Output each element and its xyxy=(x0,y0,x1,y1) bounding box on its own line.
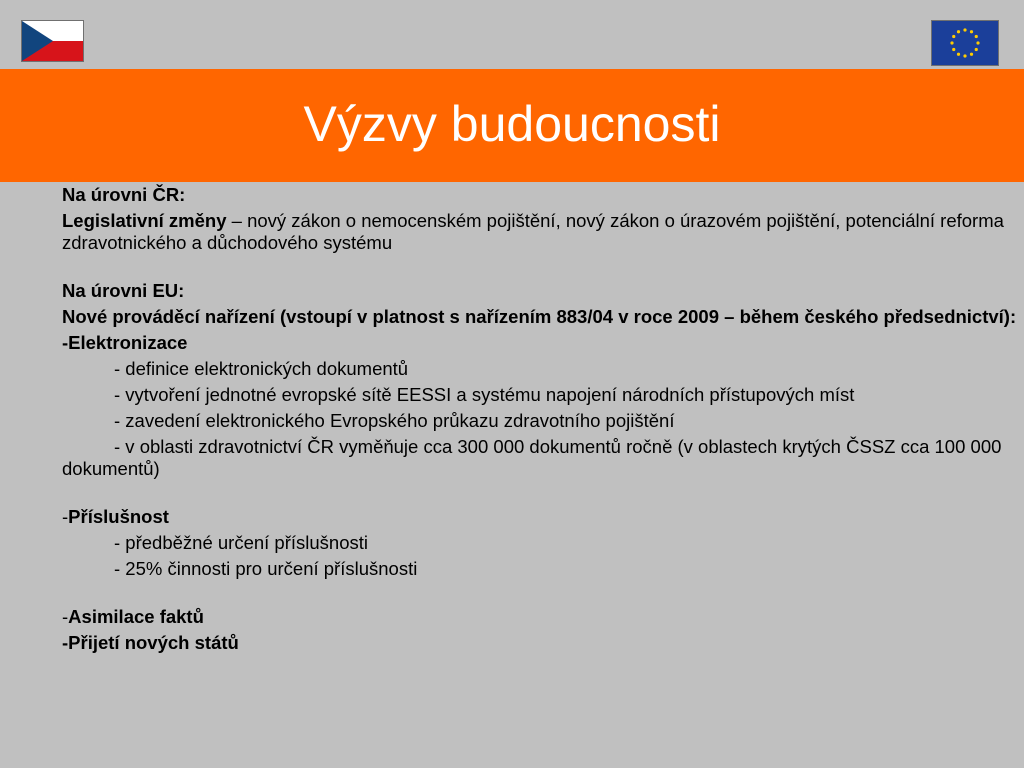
elektronizace-heading: -Elektronizace xyxy=(62,332,188,353)
eu-star-icon xyxy=(957,30,960,33)
list-item: - předběžné určení příslušnosti xyxy=(114,532,368,553)
asimilace-heading: -Asimilace faktů xyxy=(62,606,204,627)
prijeti-heading: -Přijetí nových států xyxy=(62,632,239,653)
eu-star-icon xyxy=(957,53,960,56)
eu-star-icon xyxy=(970,30,973,33)
legislation-text: – nový zákon o nemocenském pojištění, nový zákon o úrazovém pojištění, potenciální reforma zdravotnického a důchodového systému xyxy=(62,210,1004,253)
eu-star-icon xyxy=(952,35,955,38)
eu-heading: Na úrovni EU: xyxy=(62,280,185,301)
eu-flag-icon xyxy=(931,20,999,66)
slide-title: Výzvy budoucnosti xyxy=(303,95,721,152)
list-item: - v oblasti zdravotnictví ČR vyměňuje cca 300 000 dokumentů ročně (v oblastech krytých ČSSZ cca 100 000 dokumentů) xyxy=(62,436,1002,479)
new-regulation-heading: Nové prováděcí nařízení (vstoupí v platnost s nařízením 883/04 v roce 2009 – během českého předsednictví): xyxy=(62,306,1017,327)
eu-star-icon xyxy=(975,35,978,38)
eu-star-icon xyxy=(952,48,955,51)
cr-heading: Na úrovni ČR: xyxy=(62,184,186,205)
legislation-label: Legislativní změny xyxy=(62,210,227,231)
eu-star-icon xyxy=(963,28,966,31)
list-item: - definice elektronických dokumentů xyxy=(114,358,409,379)
eu-star-icon xyxy=(975,48,978,51)
title-band xyxy=(0,69,1024,182)
prislusnost-heading: -Příslušnost xyxy=(62,506,169,527)
eu-star-icon xyxy=(976,41,979,44)
legislation-paragraph xyxy=(62,210,1018,254)
list-item: - vytvoření jednotné evropské sítě EESSI a systému napojení národních přístupových míst xyxy=(114,384,855,405)
eu-star-icon xyxy=(950,41,953,44)
czech-flag-icon xyxy=(21,20,84,62)
eu-star-icon xyxy=(963,54,966,57)
eu-star-icon xyxy=(970,53,973,56)
slide-content xyxy=(62,184,1018,654)
list-item: - zavedení elektronického Evropského průkazu zdravotního pojištění xyxy=(114,410,675,431)
list-item: - 25% činnosti pro určení příslušnosti xyxy=(114,558,418,579)
